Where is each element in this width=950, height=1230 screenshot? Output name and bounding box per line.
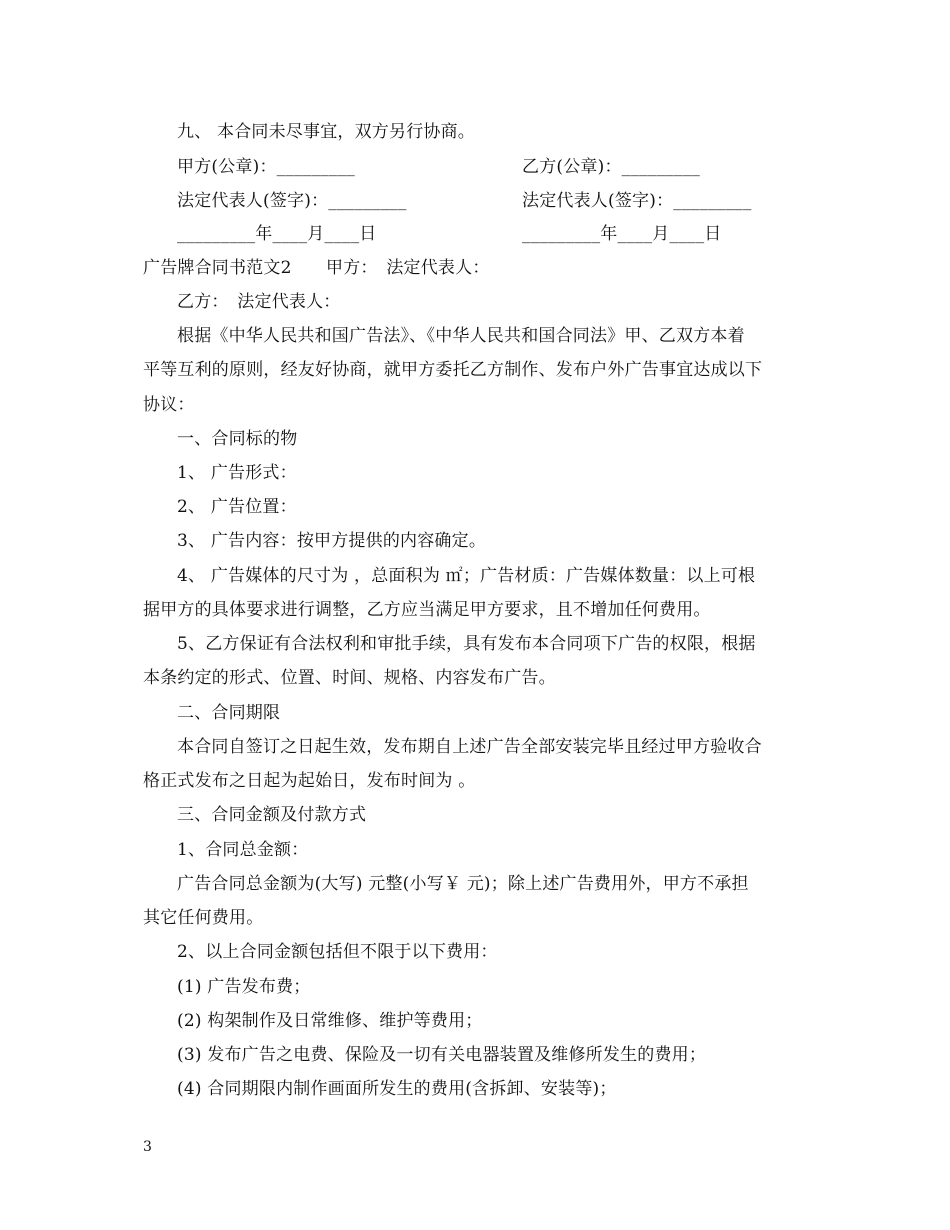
fees-heading: 2、以上合同金额包括但不限于以下费用： [177, 942, 498, 962]
preamble-line-1: 根据《中华人民共和国广告法》、《中华人民共和国合同法》甲、乙双方本着 [177, 326, 745, 346]
party-a-seal: 甲方(公章)：_________ [177, 157, 355, 177]
section-3-heading: 三、合同金额及付款方式 [177, 805, 367, 825]
section-1-heading: 一、合同标的物 [177, 429, 298, 449]
item-ad-location: 2、 广告位置： [177, 497, 297, 517]
preamble-line-3: 协议： [143, 395, 195, 415]
page-number: 3 [143, 1139, 152, 1155]
party-b-representative: 法定代表人(签字)：_________ [522, 191, 752, 211]
item-ad-size-line-1: 4、 广告媒体的尺寸为 ，总面积为 ㎡；广告材质：广告媒体数量：以上可根 [177, 566, 756, 586]
clause-9: 九、 本合同未尽事宜，双方另行协商。 [177, 122, 476, 142]
fee-item-3: (3) 发布广告之电费、保险及一切有关电器装置及维修所发生的费用； [177, 1045, 707, 1065]
term-line-1: 本合同自签订之日起生效，发布期自上述广告全部安装完毕且经过甲方验收合 [177, 737, 762, 757]
item-ad-size-line-2: 据甲方的具体要求进行调整，乙方应当满足甲方要求，且不增加任何费用。 [143, 600, 711, 620]
preamble-line-2: 平等互利的原则，经友好协商，就甲方委托乙方制作、发布户外广告事宜达成以下 [143, 360, 763, 380]
total-amount-line-2: 其它任何费用。 [143, 908, 264, 928]
party-b-date: _________年____月____日 [522, 224, 722, 244]
item-5-line-2: 本条约定的形式、位置、时间、规格、内容发布广告。 [143, 668, 556, 688]
item-5-line-1: 5、乙方保证有合法权利和审批手续，具有发布本合同项下广告的权限，根据 [177, 634, 756, 654]
total-amount-heading: 1、合同总金额： [177, 840, 309, 860]
document-title-line: 广告牌合同书范文2 甲方： 法定代表人： [143, 258, 490, 278]
party-a-representative: 法定代表人(签字)：_________ [177, 191, 407, 211]
section-2-heading: 二、合同期限 [177, 703, 281, 723]
party-a-date: _________年____月____日 [177, 224, 377, 244]
fee-item-2: (2) 构架制作及日常维修、维护等费用； [177, 1011, 483, 1031]
fee-item-1: (1) 广告发布费； [177, 977, 311, 997]
fee-item-4: (4) 合同期限内制作画面所发生的费用(含拆卸、安装等)； [177, 1079, 617, 1099]
party-b-line: 乙方： 法定代表人： [177, 292, 341, 312]
item-ad-form: 1、 广告形式： [177, 463, 297, 483]
term-line-2: 格正式发布之日起为起始日，发布时间为 。 [143, 771, 476, 791]
total-amount-line-1: 广告合同总金额为(大写) 元整(小写￥ 元)；除上述广告费用外，甲方不承担 [177, 874, 749, 894]
party-b-seal: 乙方(公章)：_________ [522, 157, 700, 177]
item-ad-content: 3、 广告内容：按甲方提供的内容确定。 [177, 531, 487, 551]
